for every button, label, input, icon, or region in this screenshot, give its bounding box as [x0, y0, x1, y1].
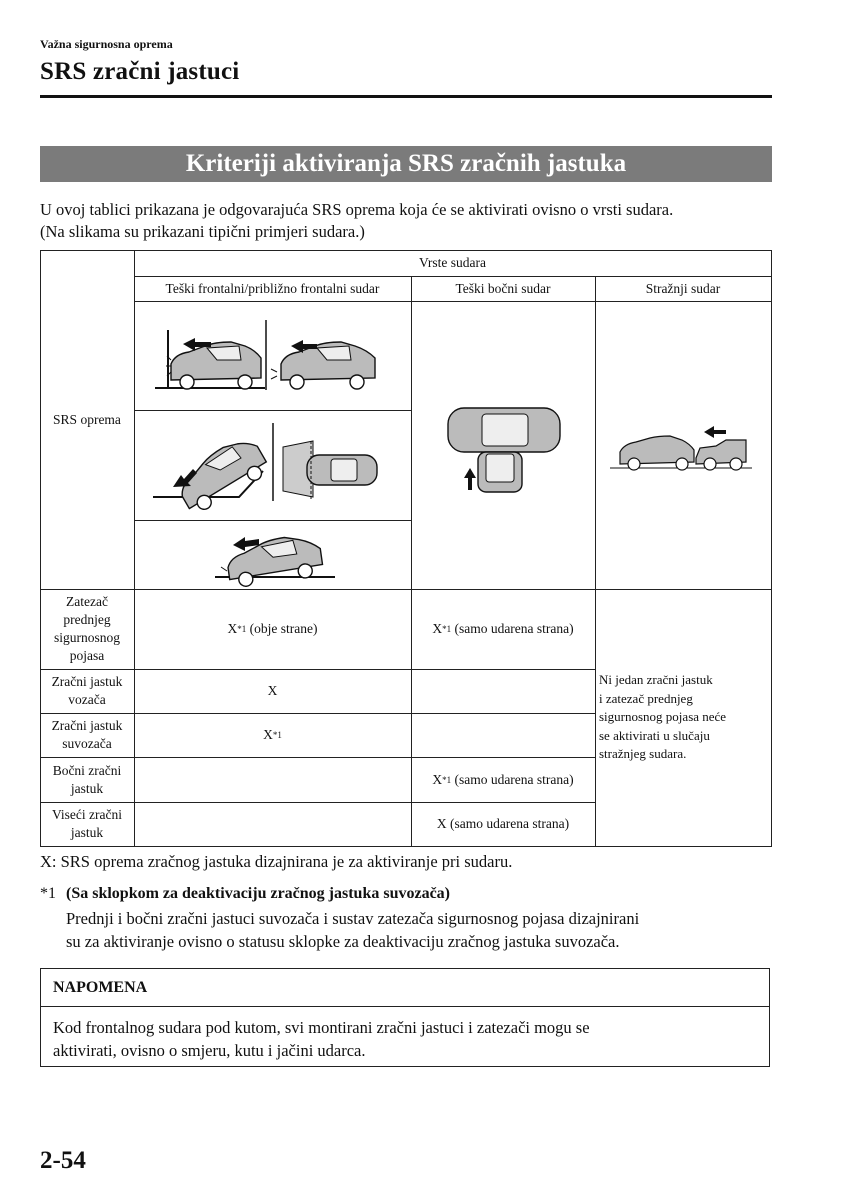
row-label-passenger-airbag: Zračni jastuk suvozača: [51, 718, 123, 751]
note-box: [40, 968, 770, 1067]
page-number: 2-54: [40, 1147, 86, 1174]
rear-collision-note: Ni jedan zračni jastuk i zatezač prednjeg sigurnosnog pojasa neće se aktivirati u slučaju stražnjeg sudara.: [599, 672, 727, 761]
row-label-belt-pretensioner: Zatezač prednjeg sigurnosnog pojasa: [53, 594, 120, 663]
col-header-rear: Stražnji sudar: [645, 280, 721, 296]
row-label-side-airbag: Bočni zračni jastuk: [52, 762, 122, 796]
footnote-text: Prednji i bočni zračni jastuci suvozača i sustav zatezača sigurnosnog pojasa dizajnirani su za aktiviranje ovisno o statusu sklopke za deaktivaciju zračnog jastuka suvozača.: [66, 909, 640, 951]
cell-curtain-airbag-side: X (samo udarena strana): [436, 816, 570, 831]
note-title: NAPOMENA: [53, 979, 148, 996]
section-banner: Kriteriji aktiviranja SRS zračnih jastuka: [40, 146, 772, 182]
intro-line-2: (Na slikama su prikazani tipični primjeri sudara.): [40, 222, 365, 241]
side-collision-illustration: [412, 302, 595, 589]
row-label-driver-airbag: Zračni jastuk vozača: [51, 674, 123, 707]
row-label-curtain-airbag: Viseći zračni jastuk: [51, 807, 123, 840]
page-title: SRS zračni jastuci: [40, 58, 240, 85]
section-label: Važna sigurnosna oprema: [40, 37, 173, 51]
legend-text: X: SRS oprema zračnog jastuka dizajnirana je za aktiviranje pri sudaru.: [40, 852, 513, 871]
footnote-mark: *1: [40, 885, 56, 902]
note-body: Kod frontalnog sudara pod kutom, svi montirani zračni jastuci i zatezači mogu se aktivirati, ovisno o smjeru, kutu i jačini udarca.: [53, 1018, 590, 1060]
col-header-side: Teški bočni sudar: [455, 280, 551, 296]
cell-pretensioner-frontal: X *1 (obje strane): [227, 621, 318, 636]
row-header-srs: SRS oprema: [53, 411, 121, 427]
footnote-heading: (Sa sklopkom za deaktivaciju zračnog jastuka suvozača): [66, 885, 451, 902]
cell-pretensioner-side: X *1 (samo udarena strana): [432, 621, 574, 636]
note-header: [41, 969, 769, 1007]
intro-line-1: U ovoj tablici prikazana je odgovarajuća SRS oprema koja će se aktivirati ovisno o vrsti sudara.: [40, 200, 674, 219]
frontal-collision-illustration-3: [135, 521, 411, 589]
cell-side-airbag-side: X *1 (samo udarena strana): [432, 771, 574, 787]
cell-driver-airbag-frontal: X: [267, 683, 278, 698]
cell-passenger-airbag-frontal: X *1: [263, 727, 282, 742]
collision-types-header: Vrste sudara: [418, 255, 487, 270]
frontal-collision-illustration-2: [135, 411, 411, 520]
rear-collision-illustration: [596, 302, 771, 589]
frontal-collision-illustration-1: [135, 302, 411, 410]
col-header-frontal: Teški frontalni/približno frontalni sudar: [165, 280, 380, 296]
